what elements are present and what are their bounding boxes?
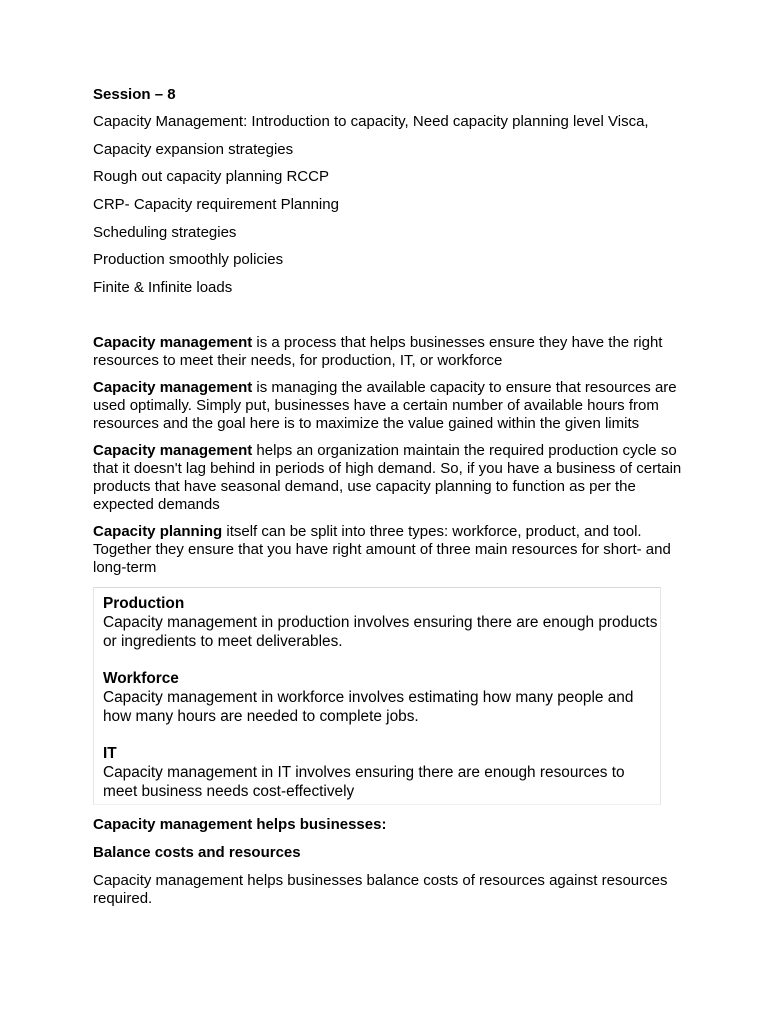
- paragraph: [93, 379, 683, 433]
- paragraph-bold: Capacity management: [93, 378, 253, 396]
- box-heading: Production: [103, 594, 185, 612]
- paragraph-text: is managing the available capacity to ensure that resources are used optimally. Simply put, businesses have a certain number of available hours from resources and the goal here is to maximize the value gained within the given limits: [93, 378, 677, 432]
- topic-line: Capacity Management: Introduction to capacity, Need capacity planning level Visca,: [93, 113, 649, 130]
- box-text: Capacity management in production involves ensuring there are enough products or ingredients to meet deliverables.: [103, 613, 658, 650]
- paragraph-text: helps an organization maintain the required production cycle so that it doesn't lag behind in periods of high demand. So, if you have a business of certain products that have seasonal demand, use capacity planning to function as per the expected demands: [93, 441, 682, 513]
- topic-line: Production smoothly policies: [93, 251, 284, 269]
- paragraph-bold: Capacity management: [93, 441, 253, 459]
- paragraph-bold: Capacity planning: [93, 522, 223, 540]
- box-text: Capacity management in workforce involves estimating how many people and how many hours are needed to complete jobs.: [103, 688, 634, 725]
- paragraph: [93, 442, 683, 514]
- topic-line: Capacity expansion strategies: [93, 140, 294, 158]
- box-heading: Workforce: [103, 669, 179, 687]
- spacer: [93, 307, 683, 334]
- paragraph-text: itself can be split into three types: workforce, product, and tool. Together they ensure that you have right amount of three main resources for short- and long-term: [93, 522, 671, 576]
- box-heading: IT: [103, 744, 117, 762]
- box-text: Capacity management in IT involves ensuring there are enough resources to meet business needs cost-effectively: [103, 763, 625, 800]
- helps-heading: Capacity management helps businesses:: [93, 815, 387, 833]
- topic-line: Rough out capacity planning RCCP: [93, 168, 329, 186]
- capacity-types-box: [93, 587, 661, 805]
- paragraph-text: is a process that helps businesses ensure they have the right resources to meet their needs, for production, IT, or workforce: [93, 333, 663, 369]
- box-section-it: [103, 744, 660, 801]
- box-section-workforce: [103, 669, 660, 726]
- box-section-production: [103, 594, 660, 651]
- topic-line: CRP- Capacity requirement Planning: [93, 196, 339, 214]
- balance-heading: Balance costs and resources: [93, 843, 301, 861]
- topic-line: Scheduling strategies: [93, 223, 237, 241]
- session-title: Session – 8: [93, 86, 176, 103]
- document-content: [93, 86, 683, 917]
- paragraph-bold: Capacity management: [93, 333, 253, 351]
- paragraph: [93, 334, 683, 370]
- paragraph: [93, 523, 683, 577]
- topic-line: Finite & Infinite loads: [93, 279, 233, 297]
- balance-text: Capacity management helps businesses balance costs of resources against resources required.: [93, 871, 668, 907]
